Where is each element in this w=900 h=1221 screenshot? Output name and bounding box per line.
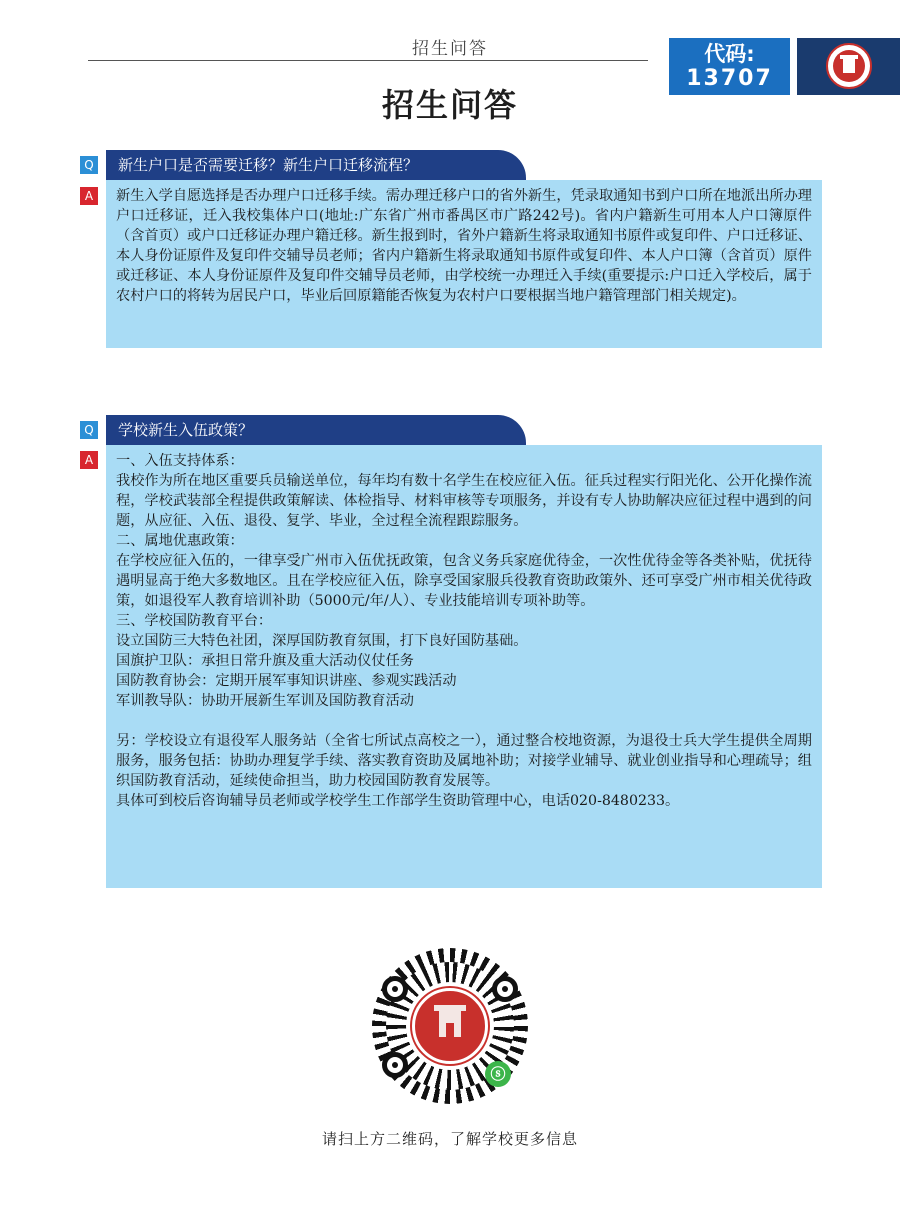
code-label: 代码:	[704, 42, 755, 66]
question-bar: 学校新生入伍政策？	[106, 415, 526, 445]
answer-paragraph: 具体可到校后咨询辅导员老师或学校学生工作部学生资助管理中心，电话020-8480233。	[116, 793, 680, 809]
answer-heading: 一、入伍支持体系：	[116, 453, 244, 469]
answer-spacer	[116, 711, 812, 731]
school-emblem-icon	[412, 988, 488, 1064]
header-divider	[88, 60, 648, 61]
answer-paragraph: 设立国防三大特色社团，深厚国防教育氛围，打下良好国防基础。	[116, 633, 528, 649]
answer-tag: A	[80, 451, 98, 469]
answer-paragraph: 在学校应征入伍的，一律享受广州市入伍优抚政策，包含义务兵家庭优待金，一次性优待金等各类补贴，优抚待遇明显高于绝大多数地区。且在学校应征入伍，除享受国家服兵役教育资助政策外、还可享受广州市相关优待政策，如退役军人教育培训补助（5000元/年/人）、专业技能培训专项补助等。	[116, 553, 812, 609]
answer-box	[106, 180, 822, 348]
answer-paragraph: 我校作为所在地区重要兵员输送单位，每年均有数十名学生在校应征入伍。征兵过程实行阳光化、公开化操作流程，学校武装部全程提供政策解读、体检指导、材料审核等专项服务，并设有专人协助解决应征过程中遇到的问题，从应征、入伍、退役、复学、毕业，全过程全流程跟踪服务。	[116, 473, 812, 529]
answer-heading: 二、属地优惠政策：	[116, 533, 244, 549]
question-bar: 新生户口是否需要迁移？新生户口迁移流程？	[106, 150, 526, 180]
answer-heading: 三、学校国防教育平台：	[116, 613, 273, 629]
question-tag: Q	[80, 421, 98, 439]
mini-program-badge-icon: ⓢ	[485, 1061, 511, 1087]
question-tag: Q	[80, 156, 98, 174]
answer-tag: A	[80, 187, 98, 205]
running-title: 招生问答	[412, 39, 488, 59]
code-value: 13707	[686, 66, 773, 91]
answer-line: 国防教育协会：定期开展军事知识讲座、参观实践活动	[116, 673, 457, 689]
answer-line: 军训教导队：协助开展新生军训及国防教育活动	[116, 693, 414, 709]
answer-line: 国旗护卫队：承担日常升旗及重大活动仪仗任务	[116, 653, 414, 669]
answer-box	[106, 445, 822, 888]
answer-paragraph: 新生入学自愿选择是否办理户口迁移手续。需办理迁移户口的省外新生，凭录取通知书到户口所在地派出所办理户口迁移证，迁入我校集体户口(地址:广东省广州市番禺区市广路242号)。省内户籍新生可用本人户口簿原件（含首页）或户口迁移证办理户籍迁移。新生报到时，省外户籍新生将录取通知书原件或复印件、户口迁移证、本人身份证原件及复印件交辅导员老师；省内户籍新生将录取通知书原件或复印件、本人户口簿（含首页）原件或迁移证、本人身份证原件及复印件交辅导员老师，由学校统一办理迁入手续(重要提示:户口迁入学校后，属于农村户口的将转为居民户口，毕业后回原籍能否恢复为农村户口要根据当地户籍管理部门相关规定)。	[116, 188, 812, 304]
qr-caption: 请扫上方二维码，了解学校更多信息	[321, 1130, 578, 1148]
mini-program-qr-code-icon[interactable]	[372, 948, 528, 1104]
page-title: 招生问答	[381, 86, 518, 124]
answer-paragraph: 另：学校设立有退役军人服务站（全省七所试点高校之一），通过整合校地资源，为退役士兵大学生提供全周期服务，服务包括：协助办理复学手续、落实教育资助及属地补助；对接学业辅导、就业创业指导和心理疏导；组织国防教育活动，延续使命担当，助力校园国防教育发展等。	[116, 733, 812, 789]
